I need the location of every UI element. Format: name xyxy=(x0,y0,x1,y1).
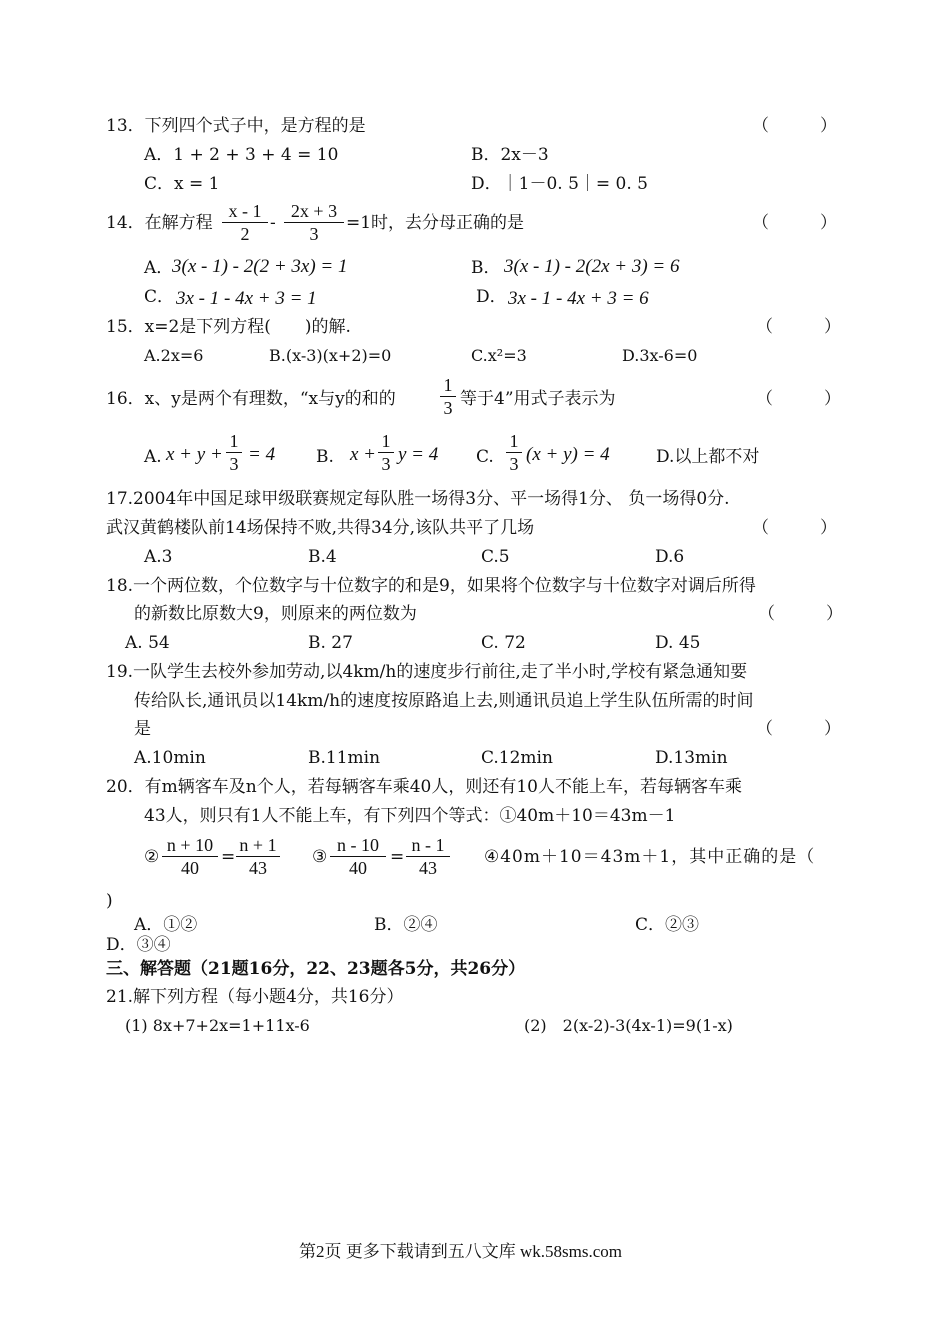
q16-option-b-post: y = 4 xyxy=(398,444,439,465)
q14-f1-denominator: 2 xyxy=(240,224,250,244)
q17-option-d: D.6 xyxy=(655,547,685,567)
q16-option-c-label: C. xyxy=(476,447,494,467)
q16-option-b-pre: x + xyxy=(350,444,377,465)
q20-line-2: 43人，则只有1人不能上车，有下列四个等式：①40m＋10＝43m－1 xyxy=(144,806,676,826)
q15-answer-paren: （ ） xyxy=(756,317,841,337)
q20-eq2-right-fraction xyxy=(236,834,280,879)
q19-option-b: B.11min xyxy=(308,748,381,768)
q20-line-1: 20．有m辆客车及n个人，若每辆客车乘40人，则还有10人不能上车，若每辆客车乘 xyxy=(106,777,742,797)
q14-suffix: =1时，去分母正确的是 xyxy=(346,213,525,233)
q13-option-a: A．1 + 2 + 3 + 4 = 10 xyxy=(144,145,339,165)
q21-part-1: (1) 8x+7+2x=1+11x-6 xyxy=(125,1016,310,1035)
q14-fraction-1 xyxy=(222,200,268,245)
q15-option-c: C.x²=3 xyxy=(471,346,527,365)
q20-option-d: D．③④ xyxy=(106,935,171,955)
q13-option-d: D．｜1－0. 5｜= 0. 5 xyxy=(471,174,648,194)
q14-f2-denominator: 3 xyxy=(309,224,319,244)
q14-option-a-label: A． xyxy=(144,258,174,278)
q16-a-numerator: 1 xyxy=(229,431,239,451)
q20-option-c: C．②③ xyxy=(635,915,700,935)
q20-eq2-d1: 40 xyxy=(181,858,199,878)
q16-option-a-pre: x + y + xyxy=(166,444,223,465)
q15-option-b: B.(x-3)(x+2)=0 xyxy=(269,346,392,365)
q18-option-c: C. 72 xyxy=(481,633,526,653)
q14-answer-paren: （ ） xyxy=(752,213,837,233)
page-footer: 第2页 更多下载请到五八文库 wk.58sms.com xyxy=(299,1242,622,1261)
q16-fraction xyxy=(440,374,456,419)
q15-option-a: A.2x=6 xyxy=(144,346,204,365)
q16-frac-numerator: 1 xyxy=(443,375,453,395)
q14-option-a: 3(x - 1) - 2(2 + 3x) = 1 xyxy=(172,256,348,277)
q20-option-a: A．①② xyxy=(134,915,198,935)
q16-c-denominator: 3 xyxy=(509,454,519,474)
q16-option-c-fraction xyxy=(506,430,522,475)
q18-line-2: 的新数比原数大9，则原来的两位数为 xyxy=(134,604,417,624)
q19-line-3: 是 xyxy=(134,719,151,739)
q18-option-d: D. 45 xyxy=(655,633,701,653)
q20-eq2-n1: n + 10 xyxy=(166,835,214,855)
q20-eq3-n1: n - 10 xyxy=(337,835,379,855)
q16-frac-denominator: 3 xyxy=(443,398,453,418)
q20-eq4: ④40m＋10＝43m＋1，其中正确的是（ xyxy=(484,847,816,867)
q14-option-d-label: D． xyxy=(476,287,507,307)
q16-suffix: 等于4”用式子表示为 xyxy=(460,389,616,409)
q14-option-d: 3x - 1 - 4x + 3 = 6 xyxy=(508,288,649,309)
q15-stem: 15．x=2是下列方程( )的解. xyxy=(106,317,351,337)
q16-option-d: D.以上都不对 xyxy=(656,447,760,467)
q14-option-b: 3(x - 1) - 2(2x + 3) = 6 xyxy=(504,256,680,277)
q16-a-denominator: 3 xyxy=(229,454,239,474)
q19-option-d: D.13min xyxy=(655,748,728,768)
q17-option-a: A.3 xyxy=(144,547,173,567)
q16-b-denominator: 3 xyxy=(381,454,391,474)
q19-line-2: 传给队长,通讯员以14km/h的速度按原路追上去,则通讯员追上学生队伍所需的时间 xyxy=(134,691,754,711)
q14-f1-numerator: x - 1 xyxy=(228,201,262,221)
q13-answer-paren: （ ） xyxy=(752,116,837,136)
q20-eq3-left-fraction xyxy=(330,834,386,879)
q20-eq3-equals: = xyxy=(390,847,405,867)
q16-prefix: 16．x、y是两个有理数，“x与y的和的 xyxy=(106,389,396,409)
section-3-heading: 三、解答题（21题16分，22、23题各5分，共26分） xyxy=(106,959,526,979)
q20-eq2-left-fraction xyxy=(162,834,218,879)
q18-option-b: B. 27 xyxy=(308,633,353,653)
q16-option-c-post: (x + y) = 4 xyxy=(526,444,610,465)
q17-answer-paren: （ ） xyxy=(752,518,837,538)
q17-line-1: 17.2004年中国足球甲级联赛规定每队胜一场得3分、平一场得1分、 负一场得0分. xyxy=(106,489,730,509)
q19-option-c: C.12min xyxy=(481,748,553,768)
q19-line-1: 19.一队学生去校外参加劳动,以4km/h的速度步行前往,走了半小时,学校有紧急通知要 xyxy=(106,662,748,682)
q13-option-b: B．2x－3 xyxy=(471,145,549,165)
q20-option-b: B．②④ xyxy=(374,915,438,935)
q16-c-numerator: 1 xyxy=(509,431,519,451)
q13-stem: 13．下列四个式子中，是方程的是 xyxy=(106,116,366,136)
q14-option-c: 3x - 1 - 4x + 3 = 1 xyxy=(176,288,317,309)
q20-eq3-right-fraction xyxy=(406,834,450,879)
q20-eq3-label: ③ xyxy=(312,847,328,867)
q16-option-a-label: A. xyxy=(144,447,162,467)
q20-eq3-d2: 43 xyxy=(419,858,437,878)
q15-option-d: D.3x-6=0 xyxy=(622,346,698,365)
q14-fraction-2 xyxy=(284,200,344,245)
q13-option-c: C．x = 1 xyxy=(144,174,220,194)
q14-option-c-label: C． xyxy=(144,287,175,307)
q20-eq3-d1: 40 xyxy=(349,858,367,878)
q20-answer-paren-close: ) xyxy=(106,891,113,911)
q14-option-b-label: B． xyxy=(471,258,501,278)
q20-eq3-n2: n - 1 xyxy=(411,835,445,855)
q18-answer-paren: （ ） xyxy=(758,604,843,624)
q16-b-numerator: 1 xyxy=(381,431,391,451)
q19-option-a: A.10min xyxy=(134,748,206,768)
q16-option-b-fraction xyxy=(378,430,394,475)
q14-prefix: 14．在解方程 xyxy=(106,213,213,233)
q21-part-2: (2) 2(x-2)-3(4x-1)=9(1-x) xyxy=(524,1016,733,1035)
q16-option-a-fraction xyxy=(226,430,242,475)
q14-minus: - xyxy=(270,213,276,233)
q16-option-b-label: B. xyxy=(316,447,334,467)
q20-eq2-n2: n + 1 xyxy=(239,835,277,855)
q16-answer-paren: （ ） xyxy=(756,389,841,409)
q14-f2-numerator: 2x + 3 xyxy=(290,201,338,221)
q18-line-1: 18.一个两位数，个位数字与十位数字的和是9，如果将个位数字与十位数字对调后所得 xyxy=(106,576,756,596)
q20-eq2-label: ② xyxy=(144,847,160,867)
q21-stem: 21.解下列方程（每小题4分，共16分） xyxy=(106,987,404,1007)
q20-eq2-d2: 43 xyxy=(249,858,267,878)
q17-option-b: B.4 xyxy=(308,547,337,567)
q19-answer-paren: （ ） xyxy=(756,719,841,739)
q16-option-a-post: = 4 xyxy=(248,444,276,465)
q17-line-2: 武汉黄鹤楼队前14场保持不败,共得34分,该队共平了几场 xyxy=(106,518,535,538)
q18-option-a: A. 54 xyxy=(125,633,170,653)
q20-eq2-equals: = xyxy=(221,847,236,867)
q17-option-c: C.5 xyxy=(481,547,510,567)
